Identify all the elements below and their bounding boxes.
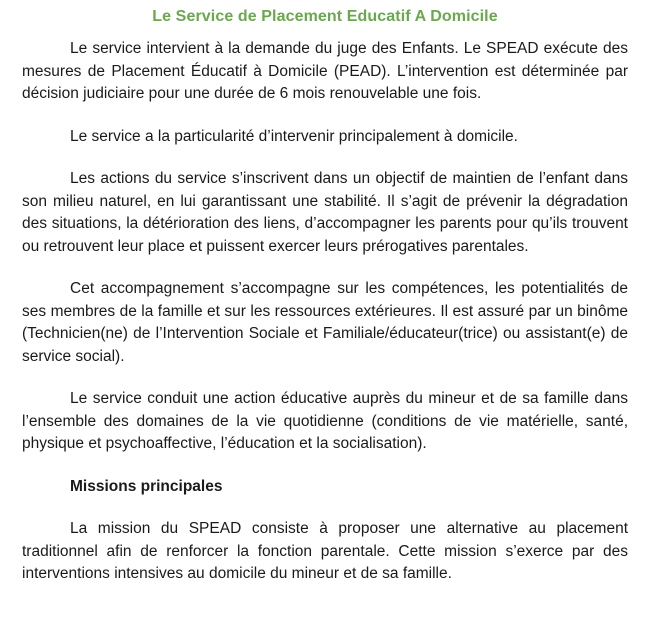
paragraph-intro: Le service intervient à la demande du juge des Enfants. Le SPEAD exécute des mesures de Placement Éducatif à Domicile (PEAD). L’intervention est déterminée par décision judiciaire pour une durée de 6 mois renouvelable une fois. — [22, 40, 628, 102]
paragraph-accompagnement: Cet accompagnement s’accompagne sur les compétences, les potentialités de ses membres de la famille et sur les ressources extérieures. Il est assuré par un binôme (Technicien(ne) de l’Intervention Sociale et Familiale/éducateur(trice) ou assistant(e) de service social). — [22, 280, 628, 365]
paragraph-action-educative: Le service conduit une action éducative auprès du mineur et de sa famille dans l’ensemble des domaines de la vie quotidienne (conditions de vie matérielle, santé, physique et psychoaffective, l’éducation et la socialisation). — [22, 390, 628, 452]
paragraph-missions: La mission du SPEAD consiste à proposer une alternative au placement traditionnel afin de renforcer la fonction parentale. Cette mission s’exerce par des interventions intensives au domicile du mineur et de sa famille. — [22, 520, 628, 582]
paragraph-actions: Les actions du service s’inscrivent dans un objectif de maintien de l’enfant dans son milieu naturel, en lui garantissant une stabilité. Il s’agit de prévenir la dégradation des situations, la détérioration des liens, d’accompagner les parents pour qu’ils trouvent ou retrouvent leur place et puissent exercer leurs prérogatives parentales. — [22, 170, 628, 255]
document-title: Le Service de Placement Educatif A Domicile — [152, 8, 498, 25]
missions-heading: Missions principales — [70, 477, 223, 495]
paragraph-domicile: Le service a la particularité d’intervenir principalement à domicile. — [70, 127, 518, 145]
